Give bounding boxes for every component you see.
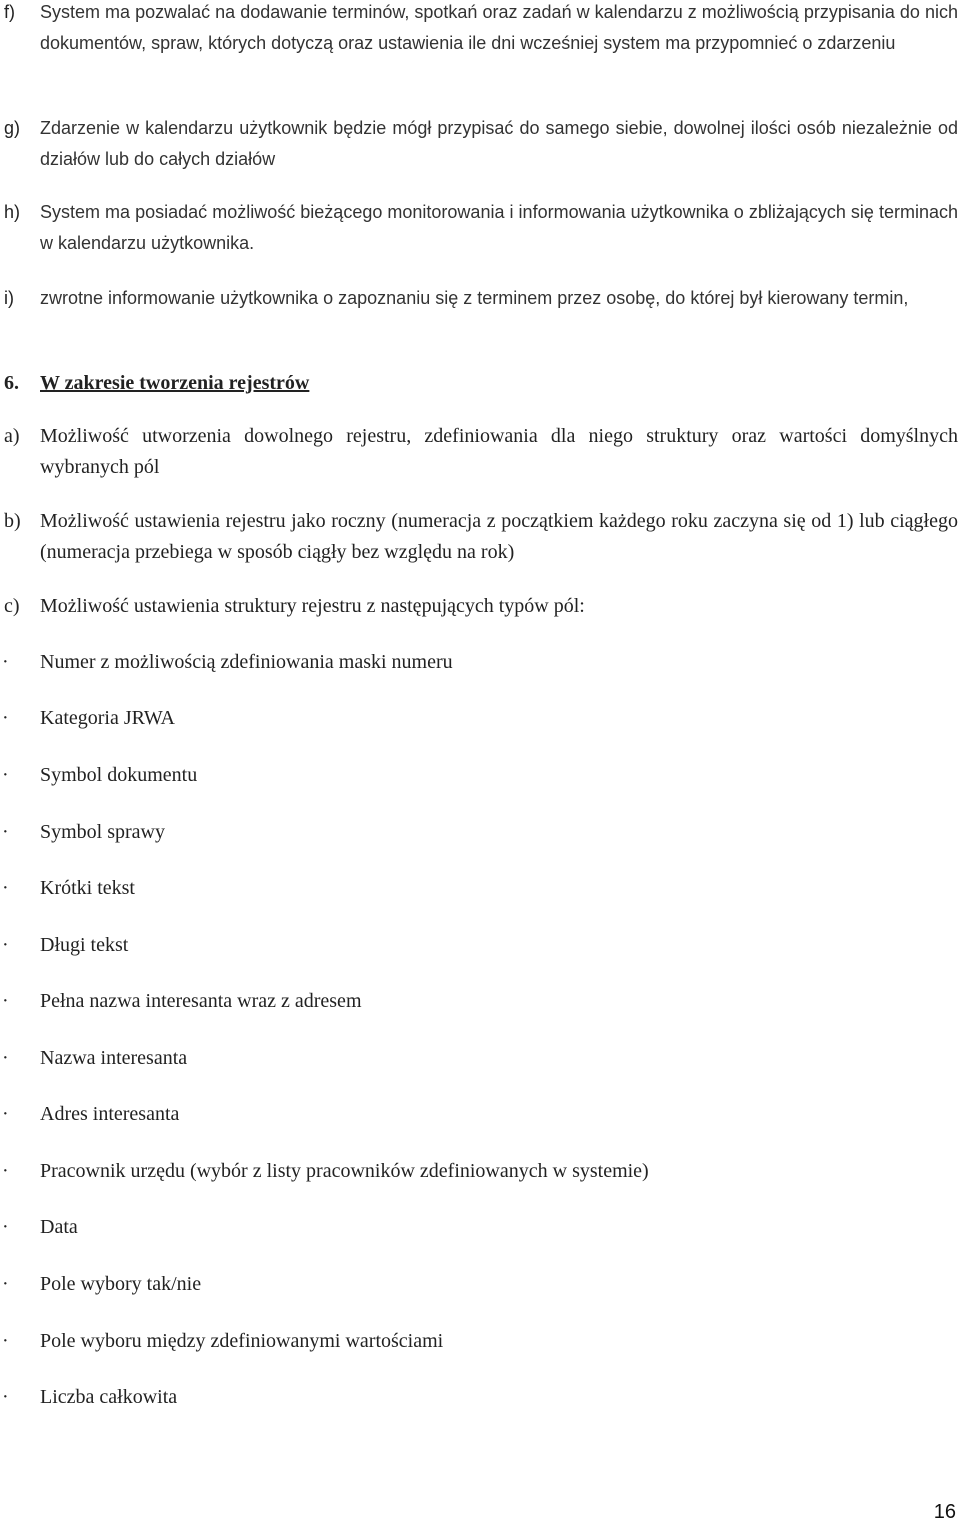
bullet-icon: ·	[2, 1103, 9, 1125]
list-marker: a)	[4, 425, 20, 447]
list-marker: f)	[4, 2, 15, 22]
list-item-text: Możliwość ustawienia struktury rejestru z następujących typów pól:	[40, 595, 585, 617]
section-number: 6.	[4, 372, 19, 394]
field-type-item	[0, 930, 958, 961]
field-type-label: Nazwa interesanta	[40, 1047, 188, 1069]
list-item-text: Możliwość utworzenia dowolnego rejestru, zdefiniowania dla niego struktury oraz wartości domyślnych wybranych pól	[40, 425, 958, 478]
list-item-text: System ma posiadać możliwość bieżącego monitorowania i informowania użytkownika o zbliżających się terminach w kalendarzu użytkownika.	[40, 202, 958, 253]
list-item-i	[0, 283, 958, 314]
page-number: 16	[933, 1501, 956, 1523]
field-type-item	[0, 647, 958, 678]
field-type-label: Symbol dokumentu	[40, 764, 198, 786]
bullet-icon: ·	[2, 707, 9, 729]
field-type-label: Numer z możliwością zdefiniowania maski numeru	[40, 651, 453, 673]
bullet-icon: ·	[2, 934, 9, 956]
field-type-item	[0, 1156, 958, 1187]
field-type-item	[0, 1099, 958, 1130]
field-type-label: Adres interesanta	[40, 1103, 180, 1125]
field-type-item	[0, 1269, 958, 1300]
list-item-a	[0, 421, 958, 483]
field-type-item	[0, 1382, 958, 1413]
bullet-icon: ·	[2, 990, 9, 1012]
field-type-label: Długi tekst	[40, 934, 129, 956]
list-marker: b)	[4, 510, 21, 532]
field-type-label: Pracownik urzędu (wybór z listy pracowników zdefiniowanych w systemie)	[40, 1160, 649, 1182]
field-type-item	[0, 873, 958, 904]
section-title: W zakresie tworzenia rejestrów	[40, 372, 310, 394]
list-item-text: Możliwość ustawienia rejestru jako roczny (numeracja z początkiem każdego roku zaczyna się od 1) lub ciągłego (numeracja przebiega w sposób ciągły bez względu na rok)	[40, 510, 958, 563]
bullet-icon: ·	[2, 1216, 9, 1238]
list-marker: h)	[4, 202, 21, 222]
section-heading	[4, 368, 309, 399]
field-type-label: Data	[40, 1216, 78, 1238]
bullet-icon: ·	[2, 1047, 9, 1069]
field-type-label: Liczba całkowita	[40, 1386, 178, 1408]
bullet-icon: ·	[2, 821, 9, 843]
bullet-icon: ·	[2, 1160, 9, 1182]
list-marker: i)	[4, 288, 14, 308]
field-type-item	[0, 1326, 958, 1357]
field-type-label: Krótki tekst	[40, 877, 135, 899]
field-type-item	[0, 703, 958, 734]
field-type-item	[0, 1212, 958, 1243]
list-marker: c)	[4, 595, 20, 617]
field-type-label: Symbol sprawy	[40, 821, 165, 843]
list-item-c	[0, 591, 958, 622]
list-marker: g)	[4, 118, 21, 138]
bullet-icon: ·	[2, 1330, 9, 1352]
bullet-icon: ·	[2, 764, 9, 786]
field-type-item	[0, 760, 958, 791]
field-type-label: Pole wybory tak/nie	[40, 1273, 202, 1295]
field-type-item	[0, 986, 958, 1017]
bullet-icon: ·	[2, 651, 9, 673]
field-type-label: Kategoria JRWA	[40, 707, 175, 729]
list-item-g	[0, 113, 958, 175]
field-type-label: Pełna nazwa interesanta wraz z adresem	[40, 990, 362, 1012]
list-item-text: zwrotne informowanie użytkownika o zapoznaniu się z terminem przez osobę, do której był kierowany termin,	[40, 288, 909, 308]
bullet-icon: ·	[2, 1386, 9, 1408]
list-item-text: Zdarzenie w kalendarzu użytkownik będzie mógł przypisać do samego siebie, dowolnej ilości osób niezależnie od działów lub do całych działów	[40, 118, 958, 169]
list-item-text: System ma pozwalać na dodawanie terminów, spotkań oraz zadań w kalendarzu z możliwością przypisania do nich dokumentów, spraw, których dotyczą oraz ustawienia ile dni wcześniej system ma przypomnieć o zdarzeniu	[40, 2, 958, 53]
list-item-f	[0, 0, 958, 59]
field-type-item	[0, 1043, 958, 1074]
field-type-label: Pole wyboru między zdefiniowanymi wartościami	[40, 1330, 444, 1352]
bullet-icon: ·	[2, 1273, 9, 1295]
list-item-b	[0, 506, 958, 568]
list-item-h	[0, 197, 958, 259]
field-type-item	[0, 817, 958, 848]
bullet-icon: ·	[2, 877, 9, 899]
